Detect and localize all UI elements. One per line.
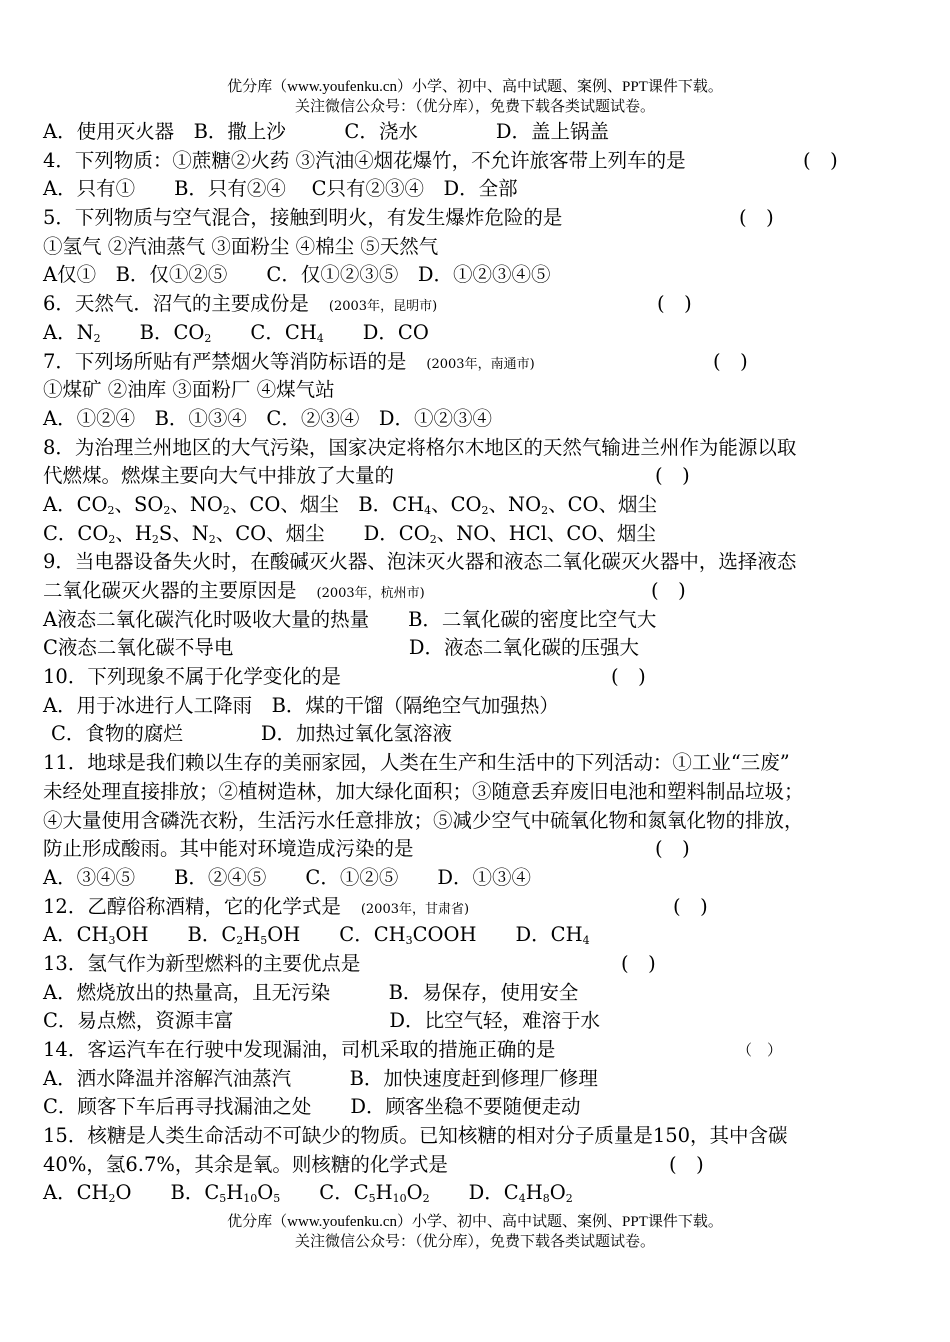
formula-text: O bbox=[549, 1181, 566, 1205]
q5-stem bbox=[43, 204, 913, 233]
page-footer bbox=[0, 1212, 950, 1252]
formula-subscript: 2 bbox=[151, 532, 159, 546]
q15-stem-2 bbox=[43, 1151, 913, 1180]
q11-stem-1 bbox=[43, 749, 913, 778]
q5-items bbox=[43, 233, 913, 262]
text: 11．地球是我们赖以生存的美丽家园，人类在生产和生活中的下列活动：①工业“三废” bbox=[43, 751, 790, 775]
formula-text: 、SO bbox=[114, 492, 164, 516]
text: 13．氢气作为新型燃料的主要优点是 bbox=[43, 951, 361, 975]
q13-stem bbox=[43, 950, 913, 979]
formula-text: C．C bbox=[280, 1181, 369, 1205]
text: 6．天然气．沼气的主要成份是 bbox=[43, 292, 309, 316]
formula-text: O B．C bbox=[115, 1181, 220, 1205]
q7-items bbox=[43, 376, 913, 405]
text: A．使用灭火器 B．撒上沙 C．浇水 D．盖上锅盖 bbox=[43, 120, 609, 143]
answer-blank: ( ) bbox=[655, 837, 690, 861]
formula-text: 、NO、HCl、CO、烟尘 bbox=[436, 521, 656, 545]
formula-text: A．CO bbox=[43, 492, 108, 516]
text: ①煤矿 ②油库 ③面粉厂 ④煤气站 bbox=[43, 378, 335, 402]
question-list bbox=[43, 118, 913, 1208]
text: C．食物的腐烂 D．加热过氧化氢溶液 bbox=[51, 722, 453, 746]
formula-text: H bbox=[375, 1181, 393, 1205]
formula-text: D．C bbox=[429, 1181, 519, 1205]
formula-text: C．CO bbox=[43, 521, 109, 545]
text: C．顾客下车后再寻找漏油之处 D．顾客坐稳不要随便走动 bbox=[43, 1095, 581, 1119]
formula-text: 、CO、烟尘 B．CH bbox=[229, 492, 425, 516]
answer-blank: ( ) bbox=[657, 292, 692, 316]
text: ①氢气 ②汽油蒸气 ③面粉尘 ④棉尘 ⑤天然气 bbox=[43, 234, 439, 258]
formula-subscript: 5 bbox=[219, 1192, 227, 1206]
q15-stem-1 bbox=[43, 1122, 913, 1151]
q11-stem-4 bbox=[43, 835, 913, 864]
answer-blank: ( ) bbox=[713, 349, 748, 373]
q12-options bbox=[43, 921, 913, 950]
formula-subscript: 4 bbox=[424, 503, 432, 517]
source-note: (2003年，甘肃省) bbox=[360, 901, 470, 917]
formula-subscript: 2 bbox=[565, 1192, 573, 1206]
text: 40%，氢6.7%，其余是氧。则核糖的化学式是 bbox=[43, 1152, 448, 1176]
q11-stem-2 bbox=[43, 778, 913, 807]
formula-subscript: 2 bbox=[429, 532, 437, 546]
text: 12．乙醇俗称酒精，它的化学式是 bbox=[43, 894, 341, 918]
q9-options-cd bbox=[43, 634, 913, 663]
page-header bbox=[0, 77, 950, 117]
formula-subscript: 2 bbox=[208, 532, 216, 546]
formula-text: OH B．C bbox=[115, 923, 237, 947]
formula-subscript: 5 bbox=[368, 1192, 376, 1206]
q7-options bbox=[43, 405, 913, 434]
formula-subscript: 2 bbox=[108, 1192, 116, 1206]
text: 代燃煤。燃煤主要向大气中排放了大量的 bbox=[43, 464, 395, 488]
q8-options-cd bbox=[43, 520, 913, 549]
q3-options bbox=[43, 118, 913, 147]
formula-subscript: 2 bbox=[541, 503, 549, 517]
q12-stem bbox=[43, 893, 913, 922]
formula-subscript: 2 bbox=[236, 934, 244, 948]
formula-subscript: 2 bbox=[108, 532, 116, 546]
source-note: (2003年，昆明市) bbox=[328, 299, 438, 315]
q4-stem bbox=[43, 147, 913, 176]
q13-options-cd bbox=[43, 1007, 913, 1036]
q14-stem bbox=[43, 1036, 913, 1065]
text: C液态二氧化碳不导电 D．液态二氧化碳的压强大 bbox=[43, 636, 640, 660]
q6-options bbox=[43, 319, 913, 348]
q11-options bbox=[43, 864, 913, 893]
source-note: (2003年，杭州市) bbox=[316, 586, 425, 601]
formula-subscript: 2 bbox=[204, 331, 212, 345]
text: 5．下列物质与空气混合，接触到明火，有发生爆炸危险的是 bbox=[43, 206, 563, 230]
header-line-2: 关注微信公众号：（优分库），免费下载各类试题试卷。 bbox=[294, 99, 655, 115]
text: A．③④⑤ B．②④⑤ C．①②⑤ D．①③④ bbox=[43, 865, 531, 889]
q5-options bbox=[43, 261, 913, 290]
header-line-1: 优分库（www.youfenku.cn）小学、初中、高中试题、案例、PPT课件下载。 bbox=[227, 79, 723, 95]
text: A．只有① B．只有②④ C只有②③④ D．全部 bbox=[43, 177, 518, 201]
formula-subscript: 5 bbox=[260, 934, 268, 948]
text: 8．为治理兰州地区的大气污染，国家决定将格尔木地区的天然气输进兰州作为能源以取 bbox=[43, 435, 797, 459]
answer-blank: ( ) bbox=[651, 579, 686, 602]
formula-text: 、NO bbox=[170, 492, 223, 516]
q9-options-ab bbox=[43, 606, 913, 635]
formula-text: A．N bbox=[43, 320, 94, 344]
footer-line-1: 优分库（www.youfenku.cn）小学、初中、高中试题、案例、PPT课件下载。 bbox=[227, 1214, 723, 1230]
formula-text: O bbox=[257, 1181, 274, 1205]
q11-stem-3 bbox=[43, 807, 913, 836]
formula-subscript: 8 bbox=[542, 1192, 550, 1206]
formula-subscript: 10 bbox=[243, 1192, 258, 1206]
formula-subscript: 2 bbox=[163, 503, 171, 517]
formula-text: COOH D．CH bbox=[412, 923, 583, 947]
q10-options-ab bbox=[43, 692, 913, 721]
footer-line-2: 关注微信公众号：（优分库），免费下载各类试题试卷。 bbox=[294, 1234, 655, 1250]
formula-text: B．CO bbox=[100, 320, 205, 344]
formula-subscript: 3 bbox=[405, 934, 413, 948]
formula-text: H bbox=[525, 1181, 543, 1205]
text: C．易点燃，资源丰富 D．比空气轻，难溶于水 bbox=[43, 1009, 601, 1033]
q8-options-ab bbox=[43, 491, 913, 520]
text: 14．客运汽车在行驶中发现漏油，司机采取的措施正确的是 bbox=[43, 1038, 556, 1061]
formula-subscript: 2 bbox=[422, 1192, 430, 1206]
answer-blank: ( ) bbox=[669, 1152, 704, 1176]
text: 15．核糖是人类生命活动不可缺少的物质。已知核糖的相对分子质量是150，其中含碳 bbox=[43, 1124, 788, 1148]
q8-stem-1 bbox=[43, 434, 913, 463]
q13-options-ab bbox=[43, 979, 913, 1008]
formula-subscript: 2 bbox=[481, 503, 489, 517]
text: 7．下列场所贴有严禁烟火等消防标语的是 bbox=[43, 349, 407, 373]
source-note: (2003年，南通市) bbox=[426, 356, 535, 372]
q9-stem-2 bbox=[43, 577, 913, 606]
text: 4．下列物质：①蔗糖②火药 ③汽油④烟花爆竹，不允许旅客带上列车的是 bbox=[43, 148, 686, 172]
formula-text: 、H bbox=[115, 521, 152, 545]
answer-blank: ( ) bbox=[611, 665, 646, 689]
q14-options-cd bbox=[43, 1093, 913, 1122]
formula-text: C．CH bbox=[211, 320, 317, 344]
formula-subscript: 2 bbox=[107, 503, 115, 517]
formula-subscript: 10 bbox=[392, 1192, 407, 1206]
q6-stem bbox=[43, 290, 913, 319]
formula-subscript: 5 bbox=[273, 1192, 281, 1206]
answer-blank: ( ) bbox=[673, 894, 708, 918]
formula-text: H bbox=[226, 1181, 244, 1205]
formula-text: A．CH bbox=[43, 1181, 109, 1205]
text: A．燃烧放出的热量高，且无污染 B．易保存，使用安全 bbox=[43, 980, 579, 1004]
text: 防止形成酸雨。其中能对环境造成污染的是 bbox=[43, 837, 414, 861]
answer-blank: ( ) bbox=[655, 464, 690, 488]
formula-text: H bbox=[243, 923, 261, 947]
text: A．①②④ B．①③④ C．②③④ D．①②③④ bbox=[43, 406, 492, 430]
answer-blank: ( ) bbox=[621, 951, 656, 975]
formula-text: A．CH bbox=[43, 923, 109, 947]
q14-options-ab bbox=[43, 1065, 913, 1094]
formula-text: 、NO bbox=[488, 492, 542, 516]
text: A液态二氧化碳汽化时吸收大量的热量 B．二氧化碳的密度比空气大 bbox=[43, 607, 657, 631]
formula-subscript: 4 bbox=[316, 331, 324, 345]
q15-options bbox=[43, 1179, 913, 1208]
answer-blank: （ ） bbox=[737, 1041, 783, 1059]
formula-text: O bbox=[406, 1181, 423, 1205]
text: A．洒水降温并溶解汽油蒸汽 B．加快速度赶到修理厂修理 bbox=[43, 1066, 598, 1090]
q10-stem bbox=[43, 663, 913, 692]
formula-text: S、N bbox=[158, 521, 209, 545]
text: 二氧化碳灭火器的主要原因是 bbox=[43, 579, 297, 602]
q4-options bbox=[43, 175, 913, 204]
text: 10．下列现象不属于化学变化的是 bbox=[43, 665, 341, 689]
formula-text: D．CO bbox=[323, 320, 429, 344]
formula-text: 、CO、烟尘 bbox=[548, 492, 657, 516]
formula-text: OH C．CH bbox=[267, 923, 406, 947]
formula-subscript: 2 bbox=[222, 503, 230, 517]
formula-subscript: 4 bbox=[518, 1192, 526, 1206]
text: ④大量使用含磷洗衣粉，生活污水任意排放；⑤减少空气中硫氧化物和氮氧化物的排放， bbox=[43, 808, 804, 832]
text: A．用于冰进行人工降雨 B．煤的干馏（隔绝空气加强热） bbox=[43, 693, 559, 717]
q9-stem-1 bbox=[43, 548, 913, 577]
q8-stem-2 bbox=[43, 462, 913, 491]
formula-subscript: 3 bbox=[108, 934, 116, 948]
text: A仅① B．仅①②⑤ C．仅①②③⑤ D．①②③④⑤ bbox=[43, 263, 551, 287]
q10-options-cd bbox=[43, 720, 913, 749]
answer-blank: ( ) bbox=[739, 206, 774, 230]
q7-stem bbox=[43, 348, 913, 377]
text: 未经处理直接排放；②植树造林，加大绿化面积；③随意丢弃废旧电池和塑料制品垃圾； bbox=[43, 779, 804, 803]
text: 9．当电器设备失火时，在酸碱灭火器、泡沫灭火器和液态二氧化碳灭火器中，选择液态 bbox=[43, 550, 797, 574]
formula-subscript: 4 bbox=[582, 934, 590, 948]
formula-text: 、CO bbox=[431, 492, 482, 516]
answer-blank: ( ) bbox=[803, 148, 838, 172]
formula-subscript: 2 bbox=[93, 331, 101, 345]
formula-text: 、CO、烟尘 D．CO bbox=[215, 521, 430, 545]
